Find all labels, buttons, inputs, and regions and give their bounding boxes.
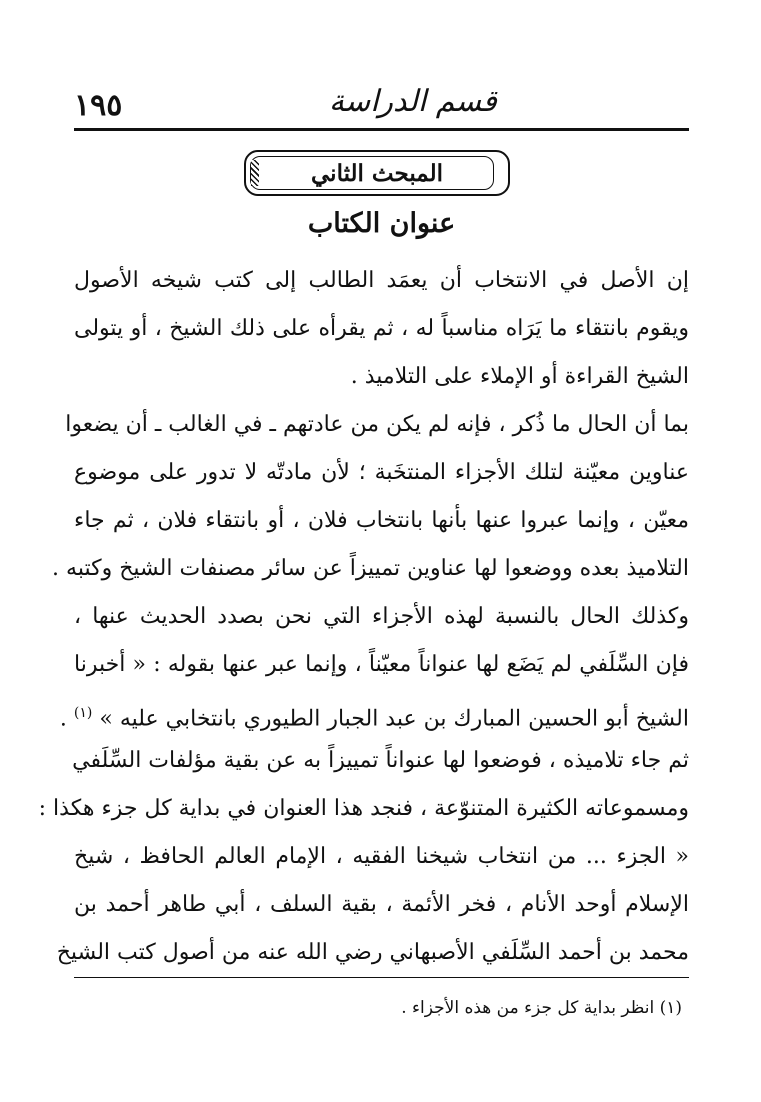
- footnote: [74, 998, 682, 1018]
- header-rule: [74, 128, 689, 131]
- body-line-10: [59, 694, 689, 732]
- body-line-6: معيّن ، وإنما عبروا عنها بأنها بانتخاب فلان ، أو بانتقاء فلان ، ثم جاء: [74, 508, 689, 533]
- body-line-9: فإن السِّلَفي لم يَضَع لها عنواناً معيّناً ، وإنما عبر عنها بقوله : « أخبرنا: [74, 652, 689, 677]
- page-number: ١٩٥: [74, 88, 123, 123]
- running-title: قسم الدراسة: [329, 84, 497, 119]
- body-line-5: عناوين معيّنة لتلك الأجزاء المنتخَبة ؛ لأن مادتّه لا تدور على موضوع: [74, 460, 689, 485]
- body-line-4: بما أن الحال ما ذُكر ، فإنه لم يكن من عادتهم ـ في الغالب ـ أن يضعوا: [65, 412, 689, 437]
- body-line-12: ومسموعاته الكثيرة المتنوّعة ، فنجد هذا العنوان في بداية كل جزء هكذا :: [38, 796, 689, 821]
- body-line-15: محمد بن أحمد السِّلَفي الأصبهاني رضي الله عنه من أصول كتب الشيخ: [56, 940, 689, 965]
- body-line-1: إن الأصل في الانتخاب أن يعمَد الطالب إلى كتب شيخه الأصول: [74, 268, 689, 293]
- body-line-3: الشيخ القراءة أو الإملاء على التلاميذ .: [350, 364, 689, 389]
- chapter-heading: عنوان الكتاب: [307, 208, 456, 239]
- body-line-8: وكذلك الحال بالنسبة لهذه الأجزاء التي نحن بصدد الحديث عنها ،: [74, 604, 689, 629]
- section-label-box: [244, 150, 510, 196]
- footnote-rule: [74, 977, 689, 978]
- footnote-text: انظر بداية كل جزء من هذه الأجزاء .: [401, 998, 655, 1018]
- section-label-ornament: [251, 160, 259, 186]
- body-line-7: التلاميذ بعده ووضعوا لها عناوين تمييزاً عن سائر مصنفات الشيخ وكتبه .: [52, 556, 689, 581]
- body-line-14: الإسلام أوحد الأنام ، فخر الأئمة ، بقية السلف ، أبي طاهر أحمد بن: [74, 892, 689, 917]
- page-header: [74, 84, 689, 128]
- body-line-10-end: .: [59, 706, 67, 732]
- body-line-2: ويقوم بانتقاء ما يَرَاه مناسباً له ، ثم يقرأه على ذلك الشيخ ، أو يتولى: [74, 316, 689, 341]
- footnote-marker: (١): [659, 998, 682, 1018]
- body-line-10-text: الشيخ أبو الحسين المبارك بن عبد الجبار الطيوري بانتخابي عليه »: [99, 706, 689, 732]
- body-line-11: ثم جاء تلاميذه ، فوضعوا لها عنواناً تمييزاً به عن بقية مؤلفات السِّلَفي: [72, 748, 689, 773]
- footnote-reference: (١): [73, 705, 93, 721]
- body-line-13: « الجزء ... من انتخاب شيخنا الفقيه ، الإمام العالم الحافظ ، شيخ: [74, 844, 689, 869]
- section-title: المبحث الثاني: [311, 160, 443, 187]
